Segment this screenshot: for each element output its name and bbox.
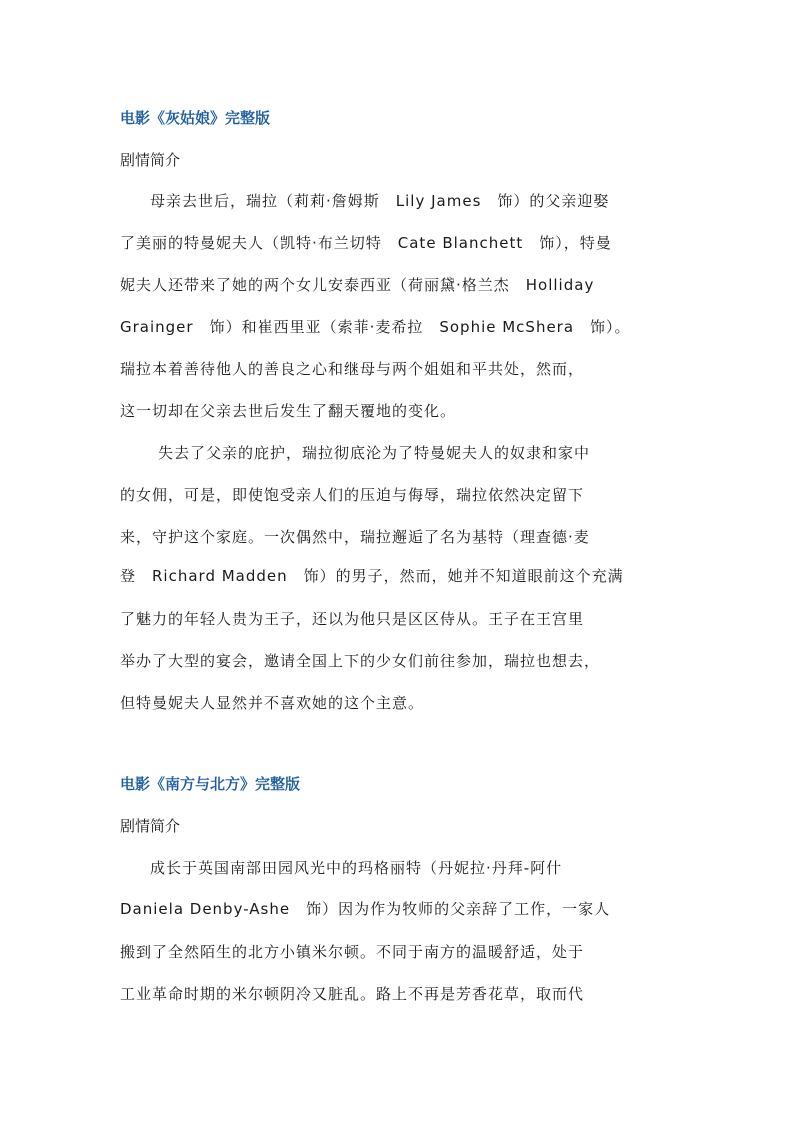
paragraph-line: 搬到了全然陌生的北方小镇米尔顿。不同于南方的温暖舒适，处于 bbox=[120, 943, 585, 961]
paragraph-line: 这一切却在父亲去世后发生了翻天覆地的变化。 bbox=[120, 402, 457, 420]
paragraph-line: 瑞拉本着善待他人的善良之心和继母与两个姐姐和平共处，然而， bbox=[120, 360, 585, 378]
paragraph-line: Daniela Denby-Ashe 饰）因为作为牧师的父亲辞了工作，一家人 bbox=[120, 900, 611, 918]
section-title: 电影《灰姑娘》完整版 bbox=[120, 109, 271, 127]
paragraph-line: 成长于英国南部田园风光中的玛格丽特（丹妮拉·丹拜-阿什 bbox=[150, 859, 563, 877]
paragraph-line: 但特曼妮夫人显然并不喜欢她的这个主意。 bbox=[120, 694, 425, 712]
paragraph-line: 登 Richard Madden 饰）的男子，然而，她并不知道眼前这个充满 bbox=[120, 567, 624, 585]
section-subtitle: 剧情简介 bbox=[120, 817, 181, 835]
section-title: 电影《南方与北方》完整版 bbox=[120, 775, 301, 793]
paragraph-line: 了魅力的年轻人贵为王子，还以为他只是区区侍从。王子在王宫里 bbox=[120, 610, 585, 628]
paragraph-line: 了美丽的特曼妮夫人（凯特·布兰切特 Cate Blanchett 饰），特曼 bbox=[120, 234, 612, 252]
section-subtitle: 剧情简介 bbox=[120, 151, 181, 169]
paragraph-line: 失去了父亲的庇护，瑞拉彻底沦为了特曼妮夫人的奴隶和家中 bbox=[158, 444, 591, 462]
paragraph-line: 来，守护这个家庭。一次偶然中，瑞拉邂逅了名为基特（理查德·麦 bbox=[120, 528, 590, 546]
paragraph-line: 妮夫人还带来了她的两个女儿安泰西亚（荷丽黛·格兰杰 Holliday bbox=[120, 276, 595, 294]
paragraph-line: 母亲去世后，瑞拉（莉莉·詹姆斯 Lily James 饰）的父亲迎娶 bbox=[150, 192, 610, 210]
paragraph-line: 工业革命时期的米尔顿阴冷又脏乱。路上不再是芳香花草，取而代 bbox=[120, 985, 585, 1003]
paragraph-line: Grainger 饰）和崔西里亚（索菲·麦希拉 Sophie McShera 饰）。 bbox=[120, 318, 631, 336]
paragraph-line: 举办了大型的宴会，邀请全国上下的少女们前往参加，瑞拉也想去， bbox=[120, 652, 601, 670]
paragraph-line: 的女佣，可是，即使饱受亲人们的压迫与侮辱，瑞拉依然决定留下 bbox=[120, 486, 585, 504]
